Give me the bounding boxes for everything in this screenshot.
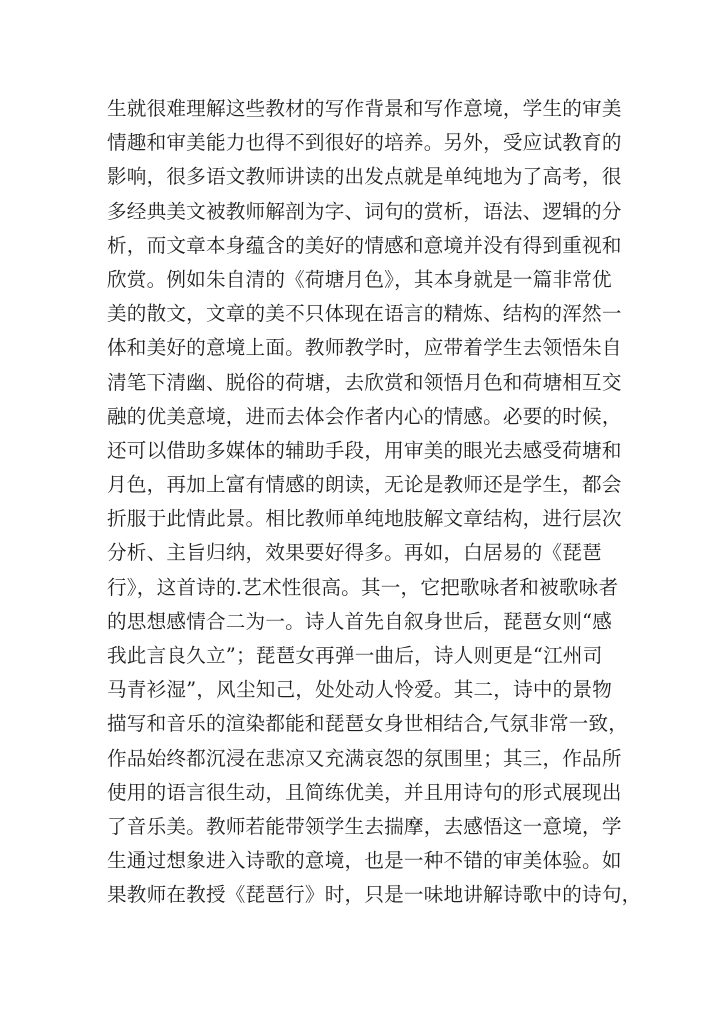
text-line: 折服于此情此景。相比教师单纯地肢解文章结构，进行层次 [107, 507, 622, 531]
text-line: 还可以借助多媒体的辅助手段，用审美的眼光去感受荷塘和 [107, 438, 622, 462]
text-line: 使用的语言很生动，且简练优美，并且用诗句的形式展现出 [107, 780, 622, 804]
text-line: 作品始终都沉浸在悲凉又充满哀怨的氛围里；其三，作品所 [107, 746, 622, 770]
text-line: 月色，再加上富有情感的朗读，无论是教师还是学生，都会 [107, 473, 622, 497]
text-line: 体和美好的意境上面。教师教学时，应带着学生去领悟朱自 [107, 336, 622, 360]
text-line: 了音乐美。教师若能带领学生去揣摩，去感悟这一意境，学 [107, 814, 622, 838]
text-line: 析，而文章本身蕴含的美好的情感和意境并没有得到重视和 [107, 233, 622, 257]
text-line: 生就很难理解这些教材的写作背景和写作意境，学生的审美 [107, 97, 622, 120]
text-line: 多经典美文被教师解剖为字、词句的赏析，语法、逻辑的分 [107, 199, 622, 223]
body-text [107, 92, 642, 913]
text-line: 情趣和审美能力也得不到很好的培养。另外，受应试教育的 [107, 131, 622, 155]
text-line: 融的优美意境，进而去体会作者内心的情感。必要的时候， [107, 404, 622, 428]
text-line: 的思想感情合二为一。诗人首先自叙身世后，琵琶女则“感 [107, 609, 613, 633]
text-line: 欣赏。例如朱自清的《荷塘月色》，其本身就是一篇非常优 [107, 267, 612, 291]
text-line: 清笔下清幽、脱俗的荷塘，去欣赏和领悟月色和荷塘相互交 [107, 370, 622, 394]
text-line: 我此言良久立”；琵琶女再弹一曲后，诗人则更是“江州司 [107, 644, 603, 667]
text-line: 果教师在教授《琵琶行》时，只是一味地讲解诗歌中的诗句， [107, 883, 642, 907]
text-line: 马青衫湿”，风尘知己，处处动人怜爱。其二，诗中的景物 [107, 678, 613, 702]
text-line: 影响，很多语文教师讲读的出发点就是单纯地为了高考，很 [107, 165, 622, 189]
text-line: 美的散文，文章的美不只体现在语言的精炼、结构的浑然一 [107, 302, 622, 326]
text-line: 分析、主旨归纳，效果要好得多。再如，白居易的《琵琶 [107, 541, 602, 565]
text-line: 行》，这首诗的.艺术性很高。其一，它把歌咏者和被歌咏者 [107, 575, 619, 599]
text-line: 描写和音乐的渲染都能和琵琶女身世相结合,气氛非常一致， [107, 712, 629, 736]
text-line: 生通过想象进入诗歌的意境，也是一种不错的审美体验。如 [107, 849, 622, 873]
